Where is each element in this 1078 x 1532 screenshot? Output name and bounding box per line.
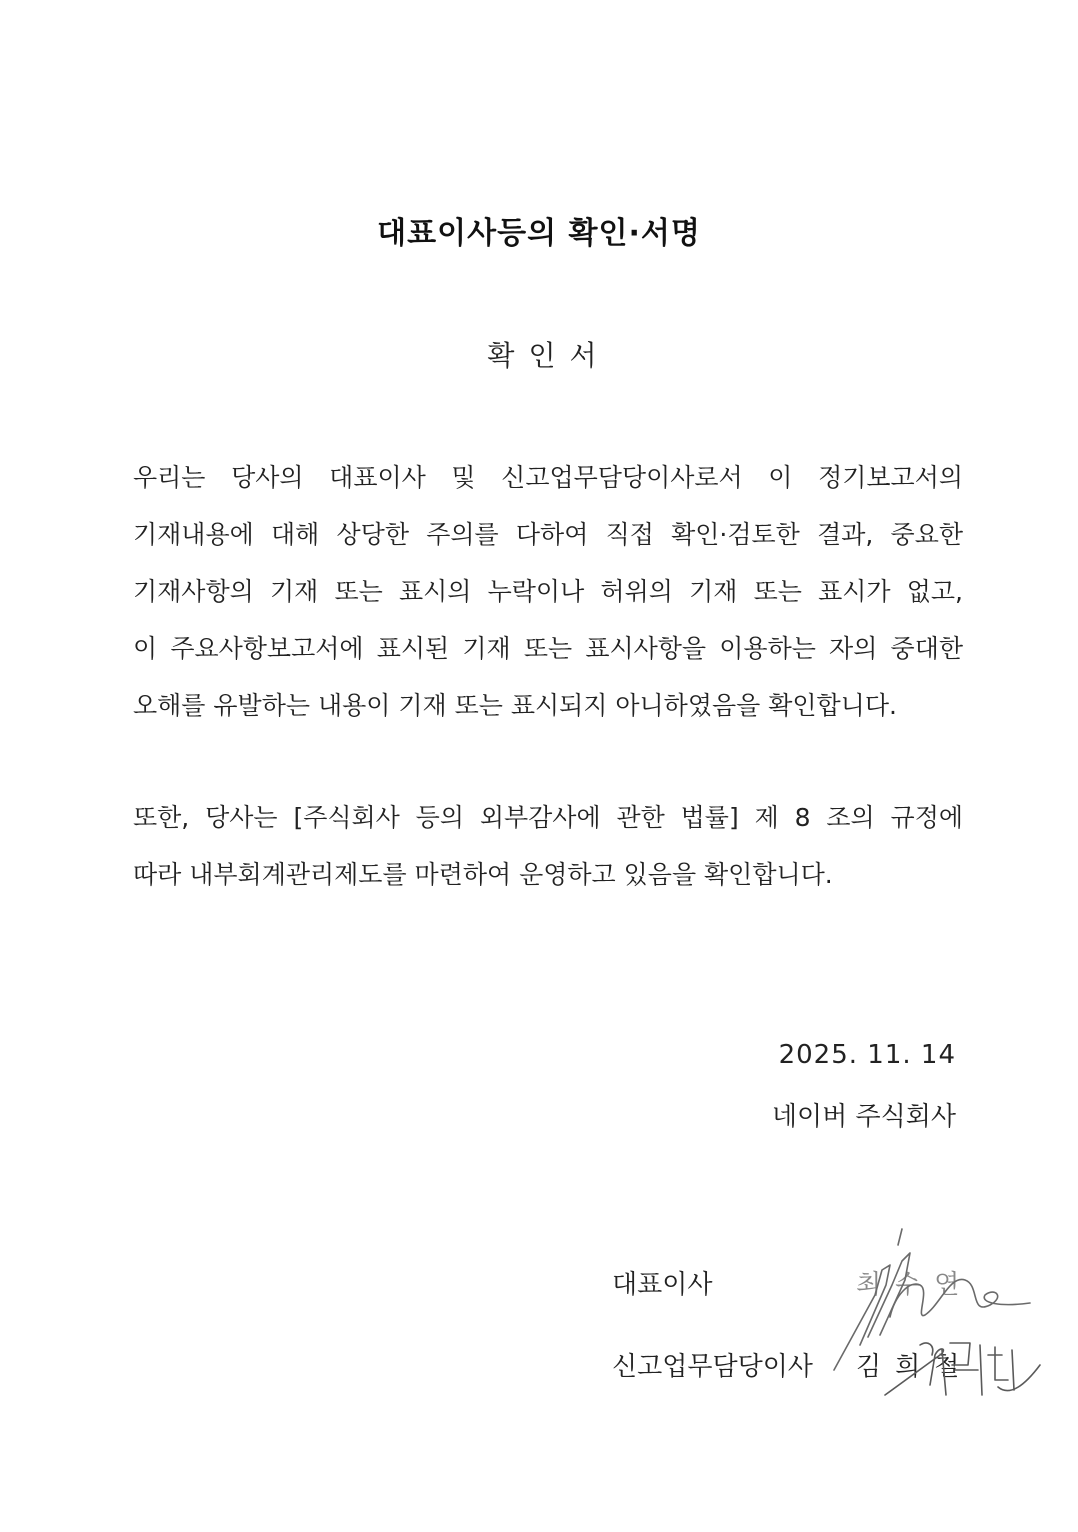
paragraph-line: 오해를 유발하는 내용이 기재 또는 표시되지 아니하였음을 확인합니다. [133, 691, 897, 720]
signatory-name: 김희철 [856, 1352, 974, 1382]
confirmation-paragraph [133, 458, 963, 743]
paragraph-line: 기재사항의 기재 또는 표시의 누락이나 허위의 기재 또는 표시가 없고, [133, 577, 963, 606]
paragraph-line: 우리는 당사의 대표이사 및 신고업무담당이사로서 이 정기보고서의 [133, 463, 963, 492]
paragraph-line: 이 주요사항보고서에 표시된 기재 또는 표시사항을 이용하는 자의 중대한 [133, 634, 963, 663]
document-subtitle: 확인서 [487, 339, 611, 372]
document-date: 2025. 11. 14 [778, 1040, 956, 1070]
signatory-name: 최수연 [856, 1270, 974, 1300]
signatory-role: 대표이사 [612, 1270, 713, 1300]
internal-control-paragraph [133, 798, 963, 912]
paragraph-line: 또한, 당사는 [주식회사 등의 외부감사에 관한 법률] 제 8 조의 규정에 [133, 803, 963, 832]
signatory-role: 신고업무담당이사 [612, 1352, 813, 1382]
document-title: 대표이사등의 확인·서명 [377, 216, 701, 251]
paragraph-line: 기재내용에 대해 상당한 주의를 다하여 직접 확인·검토한 결과, 중요한 [133, 520, 963, 549]
paragraph-line: 따라 내부회계관리제도를 마련하여 운영하고 있음을 확인합니다. [133, 860, 833, 889]
company-name: 네이버 주식회사 [771, 1102, 956, 1132]
